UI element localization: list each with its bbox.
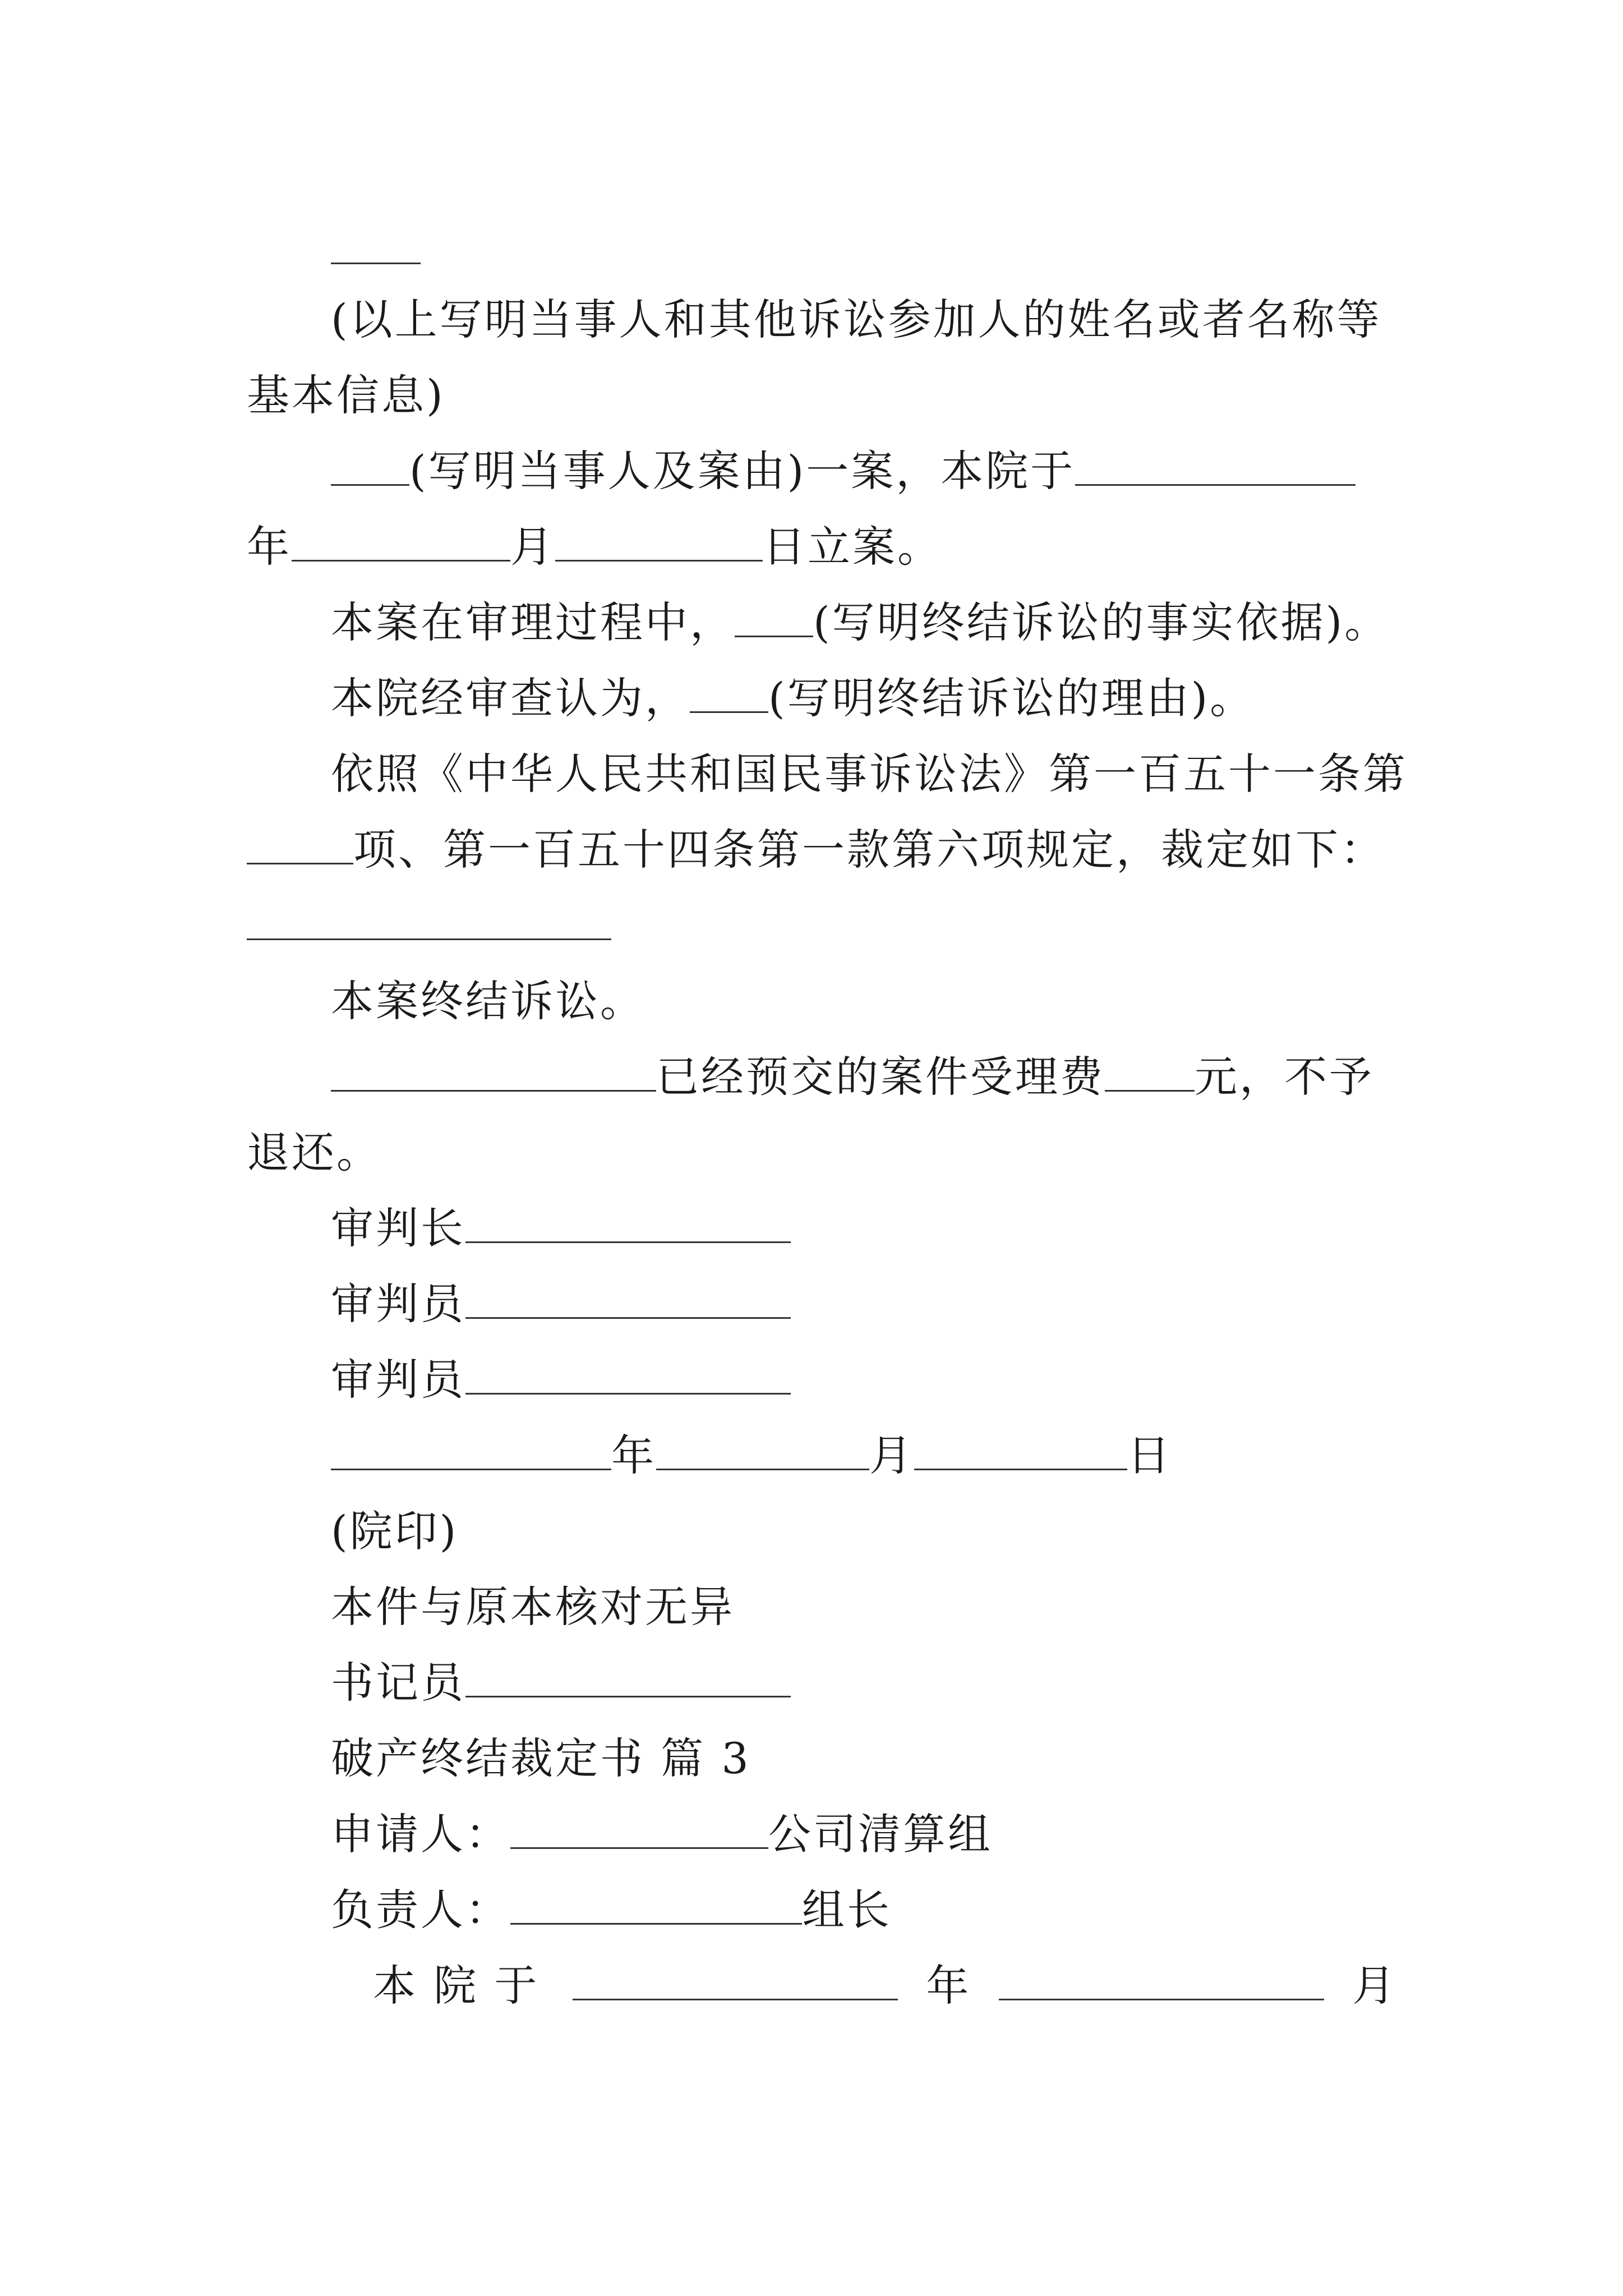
paragraph-line: 申请人： 公司清算组 (331, 1809, 993, 1859)
paragraph-line: 负责人： 组长 (331, 1885, 892, 1935)
paragraph-line: (写明当事人及案由)一案，本院于 (331, 443, 1355, 499)
date-line: 年 月 日 (331, 1428, 1172, 1484)
section-heading: 破产终结裁定书 篇 3 (331, 1733, 751, 1783)
signature-line: 书记员 (331, 1655, 791, 1711)
blank-line (331, 222, 421, 278)
paragraph-line: 年 月 日立案。 (247, 522, 942, 572)
paragraph-line: 基本信息) (247, 370, 445, 420)
paragraph-line: 本案在审理过程中， (写明终结诉讼的事实依据)。 (331, 597, 1390, 647)
paragraph-line: (院印) (331, 1506, 459, 1556)
paragraph-line: 依照《中华人民共和国民事诉讼法》第一百五十一条第 (331, 749, 1408, 799)
signature-line: 审判员 (331, 1276, 791, 1332)
paragraph-line: 本 院 于 年 月 (373, 1961, 1398, 2010)
paragraph-line: 本件与原本核对无异 (331, 1582, 735, 1632)
blank-line (247, 898, 611, 954)
paragraph-line: 项、第一百五十四条第一款第六项规定，裁定如下： (247, 822, 1385, 878)
signature-line: 审判员 (331, 1352, 791, 1408)
paragraph-line: 本案终结诉讼。 (331, 976, 645, 1026)
paragraph-line: 退还。 (247, 1128, 381, 1177)
paragraph-line: (以上写明当事人和其他诉讼参加人的姓名或者名称等 (331, 295, 1382, 344)
paragraph-line: 本院经审查认为， (写明终结诉讼的理由)。 (331, 673, 1255, 723)
paragraph-line: 已经预交的案件受理费 元，不予 (331, 1049, 1374, 1105)
signature-line: 审判长 (331, 1200, 791, 1257)
